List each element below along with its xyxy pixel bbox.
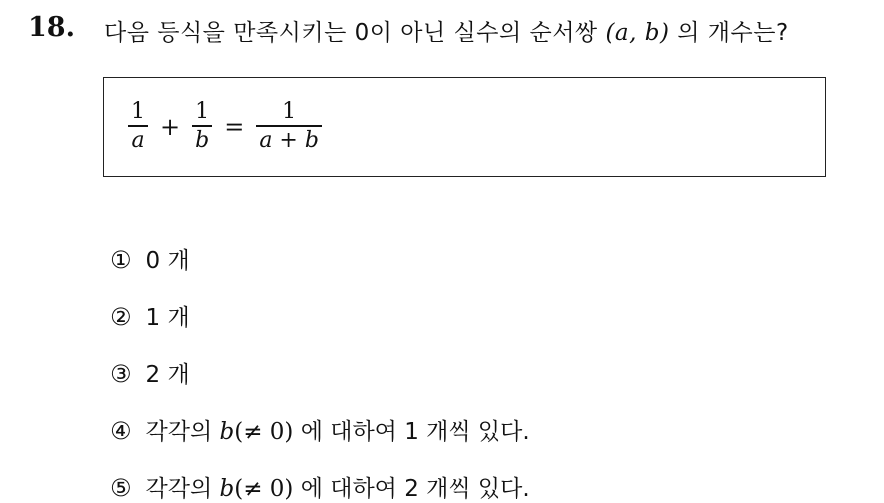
option-condition: (≠ 0) [234, 419, 294, 445]
question-text [104, 14, 789, 47]
equation-box [103, 77, 826, 177]
option-5[interactable] [110, 470, 530, 503]
question-text-after: 의 개수는? [669, 20, 789, 46]
question-number: 18. [28, 12, 75, 43]
option-3[interactable] [110, 356, 190, 389]
option-condition: (≠ 0) [234, 476, 294, 502]
numerator: 1 [282, 99, 297, 125]
option-text: 0 개 [145, 248, 190, 274]
numerator: 1 [195, 99, 210, 125]
option-marker: ⑤ [110, 474, 132, 502]
option-text: 1 개 [145, 305, 190, 331]
equals-sign: = [224, 113, 245, 141]
denominator: b [195, 127, 210, 153]
option-prefix: 각각의 [145, 476, 220, 502]
numerator: 1 [131, 99, 145, 125]
option-marker: ④ [110, 417, 132, 445]
option-variable: b [219, 419, 235, 445]
fraction-1-over-a [128, 99, 148, 154]
denominator: a + b [259, 127, 319, 153]
denominator: a [131, 127, 145, 153]
ordered-pair: (a, b) [605, 20, 670, 46]
fraction-1-over-b [192, 99, 212, 154]
option-suffix: 에 대하여 1 개씩 있다. [293, 419, 530, 445]
equation [126, 92, 324, 162]
option-marker: ③ [110, 360, 132, 388]
plus-sign: + [160, 113, 181, 141]
option-marker: ① [110, 246, 132, 274]
fraction-1-over-a-plus-b [256, 99, 322, 154]
option-prefix: 각각의 [145, 419, 220, 445]
option-1[interactable] [110, 242, 190, 275]
option-suffix: 에 대하여 2 개씩 있다. [293, 476, 530, 502]
option-4[interactable] [110, 413, 530, 446]
question-text-before: 다음 등식을 만족시키는 0이 아닌 실수의 순서쌍 [104, 20, 606, 46]
option-2[interactable] [110, 299, 190, 332]
option-text: 2 개 [145, 362, 190, 388]
option-variable: b [219, 476, 235, 502]
option-marker: ② [110, 303, 132, 331]
